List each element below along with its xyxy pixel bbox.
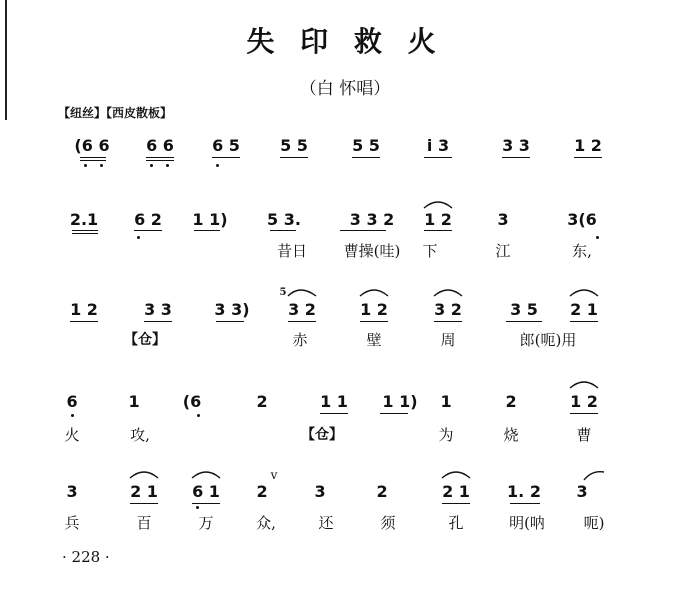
beat-underline <box>216 321 244 322</box>
beat-underline <box>80 160 106 161</box>
beat-underline <box>134 230 162 231</box>
beat-underline <box>424 157 452 158</box>
low-octave-dot <box>100 164 103 167</box>
low-octave-dot <box>84 164 87 167</box>
beat-underline <box>146 160 174 161</box>
slur-arc <box>442 472 470 478</box>
beat-underline <box>270 230 296 231</box>
beat-underline <box>288 321 316 322</box>
beat-underline <box>70 321 98 322</box>
beat-underline <box>340 230 386 231</box>
beat-underline <box>144 321 172 322</box>
beat-underline <box>574 157 602 158</box>
low-octave-dot <box>71 414 74 417</box>
beat-underline <box>320 413 348 414</box>
beat-underline <box>72 230 98 231</box>
beat-underline <box>570 413 598 414</box>
slur-arc <box>360 290 388 296</box>
beat-underline <box>212 157 240 158</box>
low-octave-dot <box>197 414 200 417</box>
beat-underline <box>442 503 470 504</box>
slur-arc <box>434 290 462 296</box>
beat-underline <box>352 157 380 158</box>
slur-arc <box>584 472 604 480</box>
page-number: · 228 · <box>62 548 110 566</box>
low-octave-dot <box>137 236 140 239</box>
beat-underline <box>130 503 158 504</box>
beat-underline <box>192 503 220 504</box>
beat-underline <box>280 157 308 158</box>
low-octave-dot <box>216 164 219 167</box>
page-subtitle: （白 怀唱） <box>299 79 391 99</box>
beat-underline <box>570 321 598 322</box>
slur-arc <box>570 382 598 388</box>
low-octave-dot <box>150 164 153 167</box>
slur-arc <box>288 290 316 296</box>
beat-underline <box>194 230 220 231</box>
slur-arc <box>424 202 452 208</box>
low-octave-dot <box>166 164 169 167</box>
beat-underline <box>72 233 98 234</box>
beat-underline <box>506 321 542 322</box>
page-title: 失 印 救 火 <box>246 25 444 58</box>
beat-underline <box>380 413 408 414</box>
beat-underline <box>80 157 106 158</box>
slur-arc <box>130 472 158 478</box>
beat-underline <box>146 157 174 158</box>
beat-underline <box>434 321 462 322</box>
beat-underline <box>510 503 540 504</box>
page-edge-line <box>5 0 7 120</box>
beat-underline <box>360 321 388 322</box>
tempo-marking: 【纽丝】【西皮散板】 <box>58 106 173 120</box>
beat-underline <box>424 230 452 231</box>
slur-arc <box>570 290 598 296</box>
low-octave-dot <box>596 236 599 239</box>
slur-arc <box>192 472 220 478</box>
beat-underline <box>502 157 530 158</box>
low-octave-dot <box>196 506 199 509</box>
